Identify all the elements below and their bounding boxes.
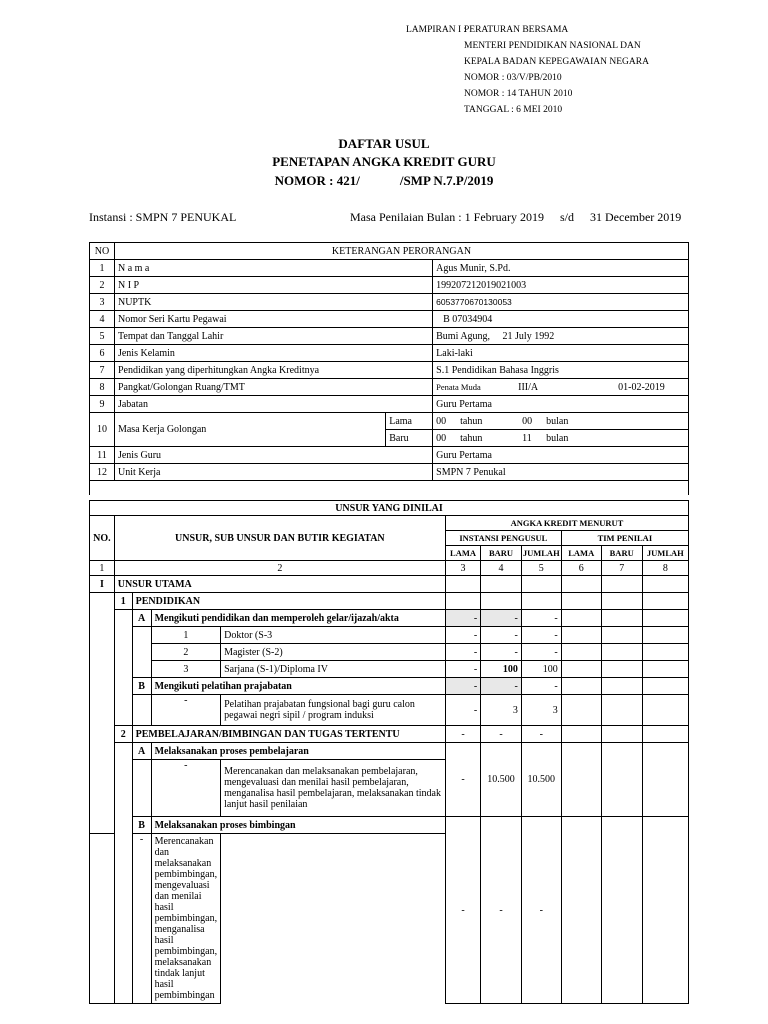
pangkat-cell: [433, 379, 689, 396]
instansi-label: Instansi : SMPN 7 PENUKAL: [89, 210, 237, 224]
value-cell: -: [521, 726, 561, 743]
unsur-table: [89, 500, 689, 1004]
col-header: BARU: [601, 546, 642, 561]
doc-nomor: [0, 173, 768, 189]
value-cell: -: [445, 661, 480, 678]
row-label: Tempat dan Tanggal Lahir: [114, 328, 432, 345]
col-number: 8: [642, 561, 688, 576]
row-value: Agus Munir, S.Pd.: [433, 260, 689, 277]
table-row: [90, 362, 689, 379]
value-cell: -: [521, 627, 561, 644]
value-cell: -: [445, 743, 480, 817]
table-row: [90, 311, 689, 328]
value-cell: -: [521, 610, 561, 627]
table-row: [90, 396, 689, 413]
bulan-label: bulan: [546, 432, 569, 444]
doc-subtitle: PENETAPAN ANGKA KREDIT GURU: [272, 154, 496, 169]
row-no: B: [132, 817, 151, 834]
instansi-header: INSTANSI PENGUSUL: [445, 531, 561, 546]
row-label: Melaksanakan proses pembelajaran: [151, 743, 445, 760]
value-cell: -: [481, 726, 522, 743]
col-header: JUMLAH: [521, 546, 561, 561]
golongan: III/A: [518, 381, 539, 393]
row-no: 3: [151, 661, 221, 678]
row-no: 2: [114, 726, 132, 743]
value-cell: -: [445, 644, 480, 661]
value-cell: -: [521, 817, 561, 1004]
table-row: [90, 695, 689, 726]
pangkat: Penata Muda: [436, 381, 481, 392]
table-row: [90, 661, 689, 678]
row-value: SMPN 7 Penukal: [433, 464, 689, 481]
row-no: 11: [90, 447, 115, 464]
value-cell: -: [481, 610, 522, 627]
row-value: 199207212019021003: [433, 277, 689, 294]
value-cell: 3: [521, 695, 561, 726]
tmt: 01-02-2019: [618, 381, 665, 393]
table-row: [90, 277, 689, 294]
value-cell: -: [521, 678, 561, 695]
masa-lama-label: Lama: [386, 413, 433, 430]
value-cell: -: [445, 627, 480, 644]
row-no: 2: [151, 644, 221, 661]
unsur-header: UNSUR YANG DINILAI: [90, 501, 689, 516]
row-label: NUPTK: [114, 294, 432, 311]
col-number: 4: [481, 561, 522, 576]
row-no: 7: [90, 362, 115, 379]
row-label: Magister (S-2): [221, 644, 446, 661]
row-label: Jenis Guru: [114, 447, 432, 464]
row-label: Jabatan: [114, 396, 432, 413]
bulan-value: 11: [522, 432, 532, 444]
value-cell: 10.500: [521, 743, 561, 817]
row-label: Pelatihan prajabatan fungsional bagi guru calon pegawai negri sipil / program induksi: [221, 695, 446, 726]
value-cell: -: [481, 817, 522, 1004]
value-cell: 10.500: [481, 743, 522, 817]
row-no: 4: [90, 311, 115, 328]
tim-header: TIM PENILAI: [561, 531, 688, 546]
masa-to: 31 December 2019: [590, 210, 682, 224]
value-cell: -: [521, 644, 561, 661]
lampiran-line: KEPALA BADAN KEPEGAWAIAN NEGARA: [464, 57, 649, 67]
lampiran-nomor: NOMOR : 14 TAHUN 2010: [464, 89, 573, 99]
lampiran-line: MENTERI PENDIDIKAN NASIONAL DAN: [464, 41, 641, 51]
row-label: Melaksanakan proses bimbingan: [151, 817, 445, 834]
table-row: [90, 413, 689, 430]
nomor-a: NOMOR : 421/: [274, 173, 360, 188]
value-cell: -: [481, 644, 522, 661]
lampiran-block: [406, 22, 649, 118]
lampiran-line: PERATURAN BERSAMA: [464, 25, 569, 35]
row-value: Guru Pertama: [433, 447, 689, 464]
unsur-col-header: UNSUR, SUB UNSUR DAN BUTIR KEGIATAN: [114, 516, 445, 561]
doc-title: DAFTAR USUL: [338, 136, 430, 151]
col-number: 5: [521, 561, 561, 576]
row-no: 10: [90, 413, 115, 447]
row-label: PEMBELAJARAN/BIMBINGAN DAN TUGAS TERTENTU: [132, 726, 445, 743]
row-no: 1: [114, 593, 132, 610]
table-row: [90, 345, 689, 362]
row-dash: -: [132, 834, 151, 1004]
personal-table: [89, 242, 689, 495]
masa-baru-value: [433, 430, 689, 447]
personal-header: KETERANGAN PERORANGAN: [114, 243, 688, 260]
row-value: Laki-laki: [433, 345, 689, 362]
row-label: Merencanakan dan melaksanakan pembelajaran, mengevaluasi dan menilai hasil pembelajaran, menganalisa hasil pembelajaran, melaksanakan tindak lanjut hasil penilaian: [221, 760, 446, 817]
bulan-label: bulan: [546, 415, 569, 427]
row-no: 9: [90, 396, 115, 413]
row-no: A: [132, 743, 151, 760]
table-row: [90, 294, 689, 311]
value-cell: -: [481, 627, 522, 644]
col-header: LAMA: [445, 546, 480, 561]
row-label: Doktor (S-3: [221, 627, 446, 644]
table-row: [90, 593, 689, 610]
row-label: Mengikuti pelatihan prajabatan: [151, 678, 445, 695]
masa-from: 1 February 2019: [464, 210, 544, 224]
row-label: UNSUR UTAMA: [114, 576, 445, 593]
tahun-label: tahun: [460, 432, 483, 444]
row-no: 3: [90, 294, 115, 311]
lampiran-nomor: NOMOR : 03/V/PB/2010: [464, 73, 562, 83]
row-no: 5: [90, 328, 115, 345]
col-header: BARU: [481, 546, 522, 561]
row-no: I: [90, 576, 115, 593]
table-row: [90, 817, 689, 834]
row-label: Masa Kerja Golongan: [114, 413, 385, 447]
table-row: [90, 743, 689, 760]
row-value: S.1 Pendidikan Bahasa Inggris: [433, 362, 689, 379]
table-row: [90, 576, 689, 593]
row-dash: -: [151, 760, 221, 817]
row-no: 12: [90, 464, 115, 481]
row-label: Mengikuti pendidikan dan memperoleh gelar/ijazah/akta: [151, 610, 445, 627]
col-number: 7: [601, 561, 642, 576]
masa-label: Masa Penilaian Bulan :: [350, 210, 462, 224]
unsur-no-header: NO.: [90, 516, 115, 561]
table-row: [90, 447, 689, 464]
value-cell: 100: [481, 661, 522, 678]
row-no: 6: [90, 345, 115, 362]
row-label: Merencanakan dan melaksanakan pembimbingan, mengevaluasi dan menilai hasil pembimbingan, menganalisa hasil pembimbingan, melaksanakan tindak lanjut hasil pembimbingan: [151, 834, 221, 1004]
row-label: Pangkat/Golongan Ruang/TMT: [114, 379, 432, 396]
row-no: A: [132, 610, 151, 627]
row-label: Jenis Kelamin: [114, 345, 432, 362]
row-label: PENDIDIKAN: [132, 593, 445, 610]
row-label: N I P: [114, 277, 432, 294]
value-cell: -: [445, 726, 480, 743]
row-value: Bumi Agung, 21 July 1992: [433, 328, 689, 345]
row-label: Unit Kerja: [114, 464, 432, 481]
table-row: [90, 260, 689, 277]
row-label: N a m a: [114, 260, 432, 277]
column-number-row: [90, 561, 689, 576]
table-row: [90, 627, 689, 644]
row-value: B 07034904: [433, 311, 689, 328]
col-number: 2: [114, 561, 445, 576]
row-no: 8: [90, 379, 115, 396]
row-label: Nomor Seri Kartu Pegawai: [114, 311, 432, 328]
col-header: JUMLAH: [642, 546, 688, 561]
table-row: [90, 644, 689, 661]
no-header: NO: [90, 243, 115, 260]
col-number: 3: [445, 561, 480, 576]
table-row: [90, 328, 689, 345]
tahun-label: tahun: [460, 415, 483, 427]
value-cell: -: [445, 678, 480, 695]
lampiran-tanggal: TANGGAL : 6 MEI 2010: [464, 105, 563, 115]
bulan-value: 00: [522, 415, 533, 427]
nomor-b: /SMP N.7.P/2019: [399, 173, 494, 188]
value-cell: -: [445, 817, 480, 1004]
row-no: 2: [90, 277, 115, 294]
row-no: 1: [151, 627, 221, 644]
row-dash: -: [151, 695, 221, 726]
table-row: [90, 610, 689, 627]
row-label: Sarjana (S-1)/Diploma IV: [221, 661, 446, 678]
col-number: 6: [561, 561, 601, 576]
row-value: Guru Pertama: [433, 396, 689, 413]
tahun-value: 00: [436, 415, 447, 427]
value-cell: -: [481, 678, 522, 695]
masa-penilaian: [350, 210, 681, 225]
row-no: 1: [90, 260, 115, 277]
col-number: 1: [90, 561, 115, 576]
angka-header: ANGKA KREDIT MENURUT: [445, 516, 688, 531]
masa-lama-value: [433, 413, 689, 430]
row-label: Pendidikan yang diperhitungkan Angka Kreditnya: [114, 362, 432, 379]
table-row: [90, 464, 689, 481]
table-row: [90, 726, 689, 743]
tahun-value: 00: [436, 432, 447, 444]
col-header: LAMA: [561, 546, 601, 561]
lampiran-label: LAMPIRAN I :: [406, 25, 467, 35]
table-row: [90, 678, 689, 695]
value-cell: 100: [521, 661, 561, 678]
value-cell: -: [445, 695, 480, 726]
row-value: 6053770670130053: [433, 294, 689, 311]
table-row: [90, 379, 689, 396]
masa-sd: s/d: [559, 210, 574, 224]
row-no: B: [132, 678, 151, 695]
value-cell: -: [445, 610, 480, 627]
value-cell: 3: [481, 695, 522, 726]
masa-baru-label: Baru: [386, 430, 433, 447]
